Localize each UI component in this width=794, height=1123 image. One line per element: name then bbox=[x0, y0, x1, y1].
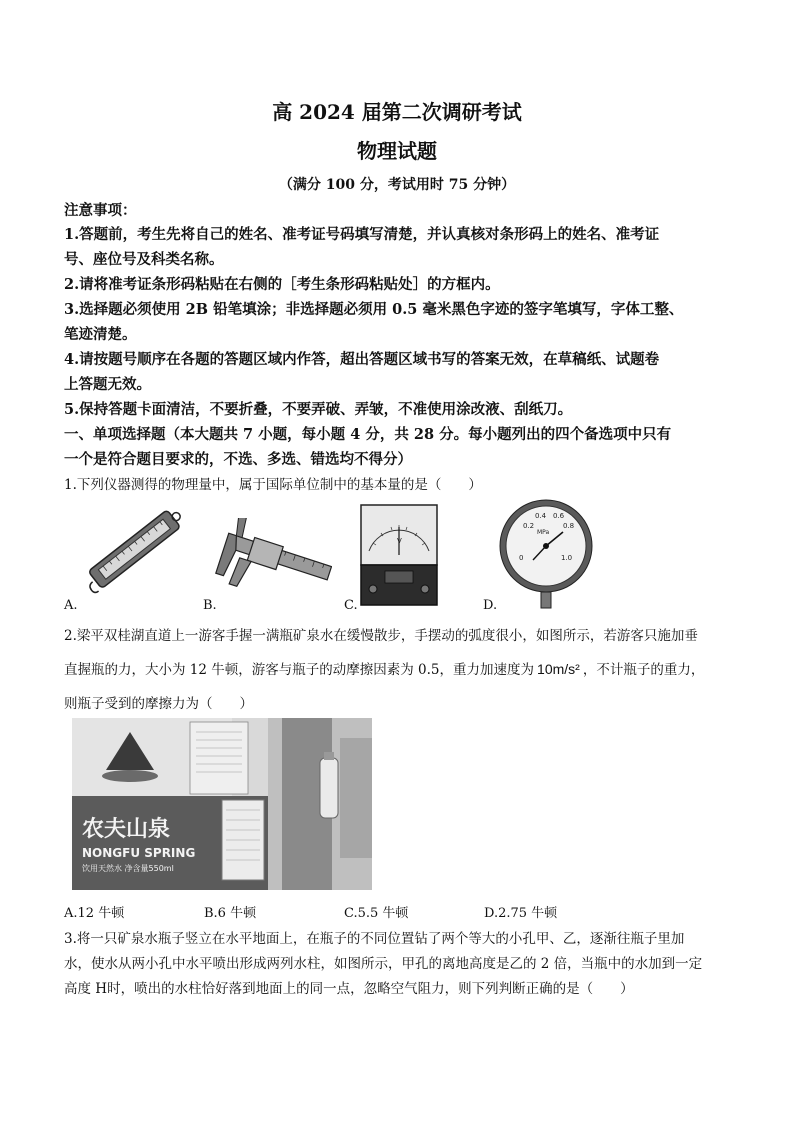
brand-text: 农夫山泉 bbox=[82, 817, 171, 842]
notice-line: 1.答题前，考生先将自己的姓名、准考证号码填写清楚，并认真核对条形码上的姓名、准考证 bbox=[64, 226, 660, 243]
question-2-text-part: ，不计瓶子的重力， bbox=[582, 662, 705, 678]
gauge-unit: MPa bbox=[537, 529, 550, 536]
notice-heading: 注意事项： bbox=[64, 202, 137, 219]
subject-title: 物理试题 bbox=[357, 139, 437, 163]
section-heading: 一个是符合题目要求的，不选、多选、错选均不得分） bbox=[64, 451, 412, 468]
exam-title: 高 2024 届第二次调研考试 bbox=[272, 100, 522, 124]
gravity-formula: 10m/s² bbox=[537, 661, 580, 677]
water-bottle-photo bbox=[72, 718, 372, 890]
brand-small-text: 饮用天然水 净含量550ml bbox=[82, 864, 174, 873]
pressure-gauge-image bbox=[497, 498, 595, 610]
q2-option-d[interactable]: D.2.75 牛顿 bbox=[484, 906, 558, 921]
notice-line: 号、座位号及科类名称。 bbox=[64, 251, 224, 268]
q1-option-c[interactable]: C. bbox=[344, 598, 358, 613]
q1-option-b[interactable]: B. bbox=[203, 598, 217, 613]
question-2-text: 则瓶子受到的摩擦力为（ ） bbox=[64, 696, 253, 712]
notice-line: 笔迹清楚。 bbox=[64, 326, 137, 343]
brand-en-text: NONGFU SPRING bbox=[82, 846, 196, 860]
gauge-tick: 1.0 bbox=[561, 554, 573, 562]
notice-line: 3.选择题必须使用 2B 铅笔填涂；非选择题必须用 0.5 毫米黑色字迹的签字笔填写，字体工整、 bbox=[64, 301, 684, 318]
q1-option-a[interactable]: A. bbox=[64, 598, 78, 613]
gauge-tick: 0.2 bbox=[523, 522, 535, 530]
notice-line: 上答题无效。 bbox=[64, 376, 151, 393]
notice-line: 5.保持答题卡面清洁，不要折叠，不要弄破、弄皱，不准使用涂改液、刮纸刀。 bbox=[64, 401, 573, 418]
q1-option-d[interactable]: D. bbox=[483, 598, 498, 613]
voltmeter-label: V bbox=[397, 537, 402, 545]
question-1-text: 1.下列仪器测得的物理量中，属于国际单位制中的基本量的是（ ） bbox=[64, 477, 482, 493]
voltmeter-image bbox=[359, 503, 439, 608]
vernier-caliper-image bbox=[212, 518, 332, 606]
spring-scale-image bbox=[80, 500, 190, 600]
section-heading: 一、单项选择题（本大题共 7 小题，每小题 4 分，共 28 分。每小题列出的四个备选项中只有 bbox=[64, 426, 672, 443]
q2-option-a[interactable]: A.12 牛顿 bbox=[64, 906, 125, 921]
gauge-tick: 0 bbox=[519, 554, 524, 562]
gauge-tick: 0.4 bbox=[535, 512, 547, 520]
question-2-text-part: 直握瓶的力，大小为 12 牛顿，游客与瓶子的动摩擦因素为 0.5，重力加速度为 bbox=[64, 662, 535, 678]
exam-note: （满分 100 分，考试用时 75 分钟） bbox=[278, 177, 516, 193]
q2-option-c[interactable]: C.5.5 牛顿 bbox=[344, 906, 409, 921]
notice-line: 2.请将准考证条形码粘贴在右侧的［考生条形码粘贴处］的方框内。 bbox=[64, 276, 500, 293]
gauge-tick: 0.8 bbox=[563, 522, 575, 530]
question-3-text: 高度 H时，喷出的水柱恰好落到地面上的同一点，忽略空气阻力，则下列判断正确的是（ ） bbox=[64, 981, 634, 997]
gauge-tick: 0.6 bbox=[553, 512, 565, 520]
q2-option-b[interactable]: B.6 牛顿 bbox=[204, 906, 257, 921]
question-3-text: 水，使水从两小孔中水平喷出形成两列水柱，如图所示，甲孔的离地高度是乙的 2 倍，当瓶中的水加到一定 bbox=[64, 956, 703, 972]
notice-line: 4.请按题号顺序在各题的答题区域内作答，超出答题区域书写的答案无效，在草稿纸、试题卷 bbox=[64, 351, 660, 368]
question-2-text bbox=[64, 658, 734, 678]
question-2-text: 2.梁平双桂湖直道上一游客手握一满瓶矿泉水在缓慢散步，手摆动的弧度很小，如图所示，若游客只施加垂 bbox=[64, 628, 698, 644]
question-3-text: 3.将一只矿泉水瓶子竖立在水平地面上，在瓶子的不同位置钻了两个等大的小孔甲、乙，逐渐往瓶子里加 bbox=[64, 931, 685, 947]
